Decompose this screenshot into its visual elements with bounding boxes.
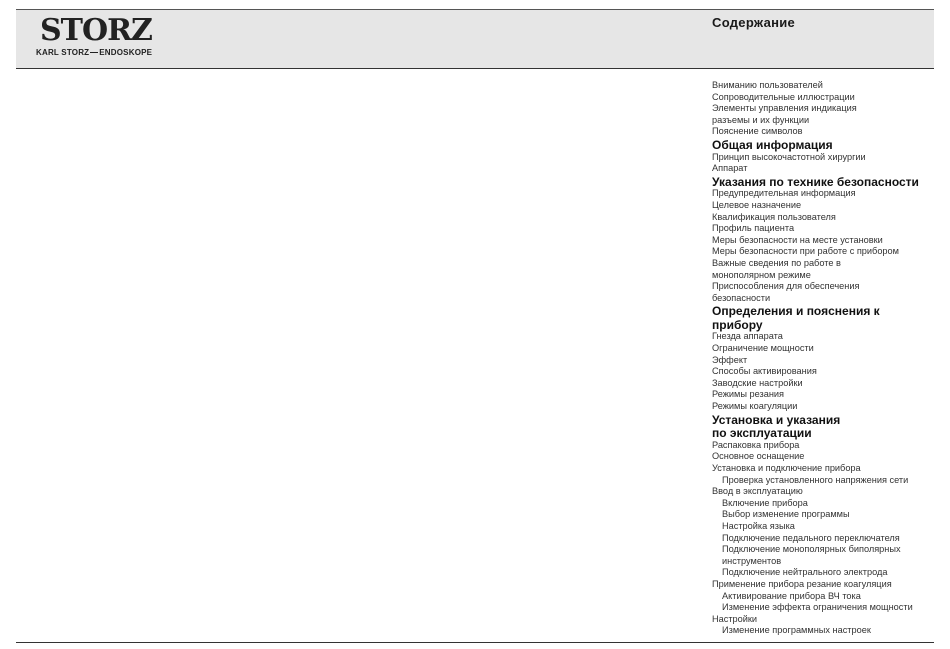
toc-entry[interactable]: Сопроводительные иллюстрации (712, 91, 855, 102)
toc-entry[interactable]: Режимы резания (712, 389, 785, 400)
toc-subentry[interactable]: Изменение эффекта ограничения мощности (722, 602, 913, 613)
toc-entry[interactable]: Настройки (712, 613, 758, 624)
toc-entry[interactable]: Принцип высокочастотной хирургии (712, 151, 866, 162)
toc-entry[interactable]: Пояснение символов (712, 126, 803, 137)
toc-section-heading[interactable]: Установка и указания (712, 412, 841, 427)
toc-entry[interactable]: монополярном режиме (712, 269, 811, 280)
toc-subentry[interactable]: Изменение программных настроек (722, 625, 871, 636)
toc-section-heading[interactable]: Общая информация (712, 137, 833, 152)
toc-entry[interactable]: Режимы коагуляции (712, 401, 798, 412)
toc-subentry[interactable]: инструментов (722, 555, 782, 566)
toc-entry[interactable]: Распаковка прибора (712, 439, 800, 450)
logo-subline (36, 48, 152, 57)
toc-section-heading[interactable]: Указания по технике безопасности (712, 174, 919, 189)
toc-subentry[interactable]: Включение прибора (722, 497, 808, 508)
header-rule (16, 68, 934, 69)
toc-section-heading[interactable]: прибору (712, 317, 763, 332)
toc-subentry[interactable]: Подключение монополярных биполярных (722, 544, 901, 555)
toc-entry[interactable]: Эффект (712, 354, 748, 365)
toc-subentry[interactable]: Проверка установленного напряжения сети (722, 474, 909, 485)
logo-dash (90, 52, 98, 53)
toc-subentry[interactable]: Подключение нейтрального электрода (722, 567, 888, 578)
toc-subentry[interactable]: Активирование прибора ВЧ тока (722, 590, 861, 601)
toc-entry[interactable]: Основное оснащение (712, 451, 805, 462)
toc-entry[interactable]: Важные сведения по работе в (712, 257, 841, 268)
toc-entry[interactable]: Целевое назначение (712, 199, 802, 210)
toc-entry[interactable]: Приспособления для обеспечения (712, 281, 860, 292)
logo-wordmark: STORZ (40, 13, 152, 48)
toc-subentry[interactable]: Настройка языка (722, 520, 795, 531)
toc-entry[interactable]: Ограничение мощности (712, 343, 814, 354)
toc-entry[interactable]: Квалификация пользователя (712, 211, 836, 222)
toc-entry[interactable]: Ввод в эксплуатацию (712, 486, 803, 497)
toc-section-heading[interactable]: по эксплуатации (712, 426, 812, 441)
toc-section-heading[interactable]: Определения и пояснения к (712, 304, 880, 319)
logo-sub-left: KARL STORZ (36, 48, 90, 57)
toc-entry[interactable]: Профиль пациента (712, 223, 795, 234)
storz-logo (36, 14, 156, 60)
toc-entry[interactable]: разъемы и их функции (712, 114, 810, 125)
toc-entry[interactable]: Меры безопасности на месте установки (712, 234, 883, 245)
toc-entry[interactable]: Гнезда аппарата (712, 331, 783, 342)
toc-entry[interactable]: Предупредительная информация (712, 188, 856, 199)
toc-entry[interactable]: безопасности (712, 292, 771, 303)
toc-entry[interactable]: Применение прибора резание коагуляция (712, 578, 892, 589)
toc-entry[interactable]: Меры безопасности при работе с прибором (712, 246, 899, 257)
toc-entry[interactable]: Вниманию пользователей (712, 80, 823, 90)
toc-entry[interactable]: Аппарат (712, 163, 748, 174)
toc-entry[interactable]: Установка и подключение прибора (712, 463, 861, 473)
logo-sub-right: ENDOSKOPE (99, 48, 153, 57)
toc-subentry[interactable]: Выбор изменение программы (722, 509, 850, 520)
table-of-contents (712, 80, 936, 637)
page-title: Содержание (712, 15, 796, 30)
footer-rule (16, 642, 934, 643)
toc-entry[interactable]: Способы активирования (712, 366, 817, 377)
toc-entry[interactable]: Заводские настройки (712, 377, 803, 388)
toc-subentry[interactable]: Подключение педального переключателя (722, 532, 900, 543)
toc-entry[interactable]: Элементы управления индикация (712, 103, 857, 114)
